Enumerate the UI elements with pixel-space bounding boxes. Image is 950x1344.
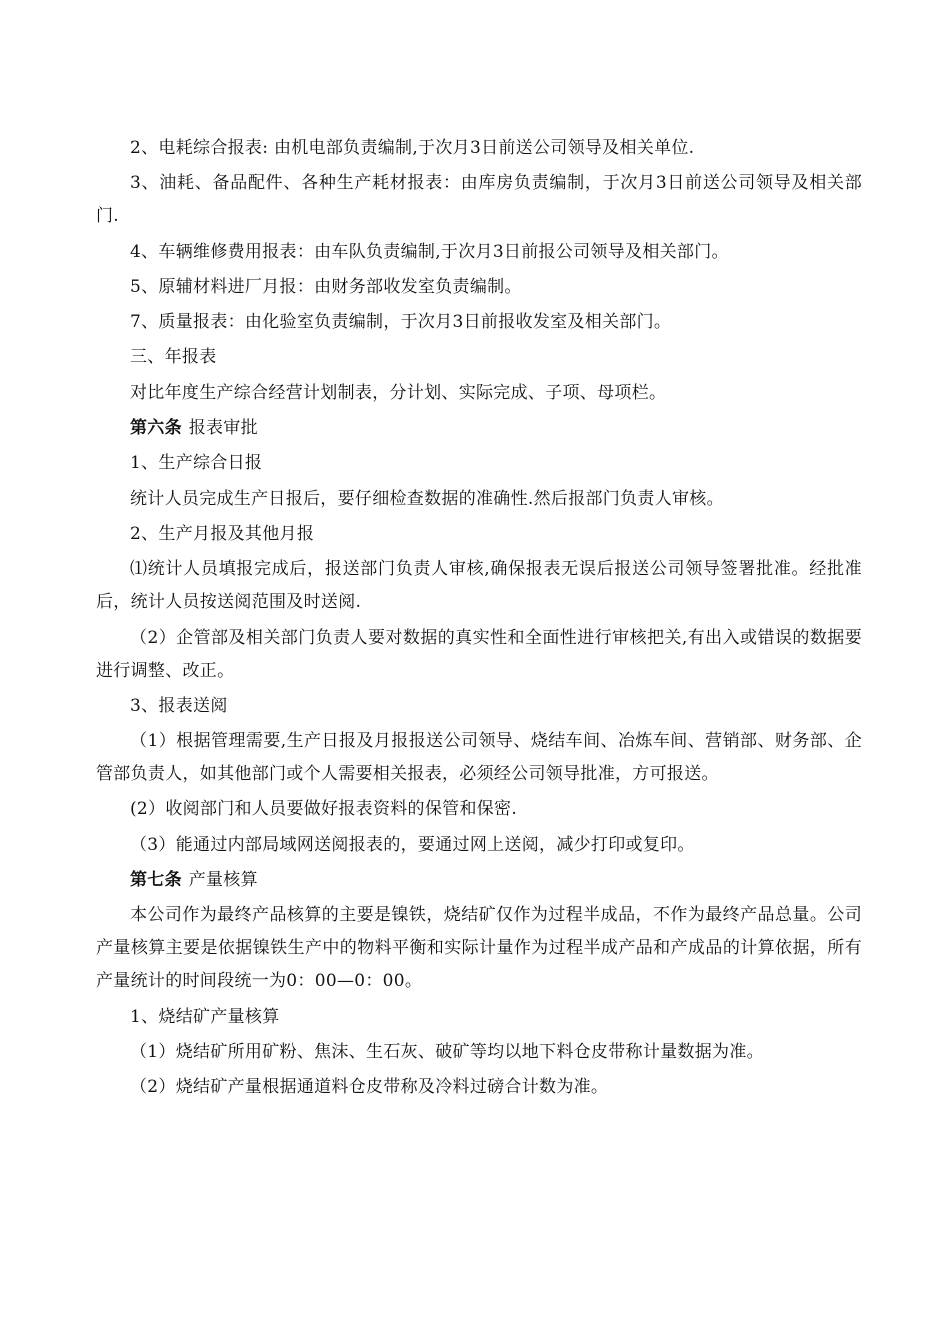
paragraph-text: 4、车辆维修费用报表：由车队负责编制,于次月3日前报公司领导及相关部门。 [130, 241, 729, 262]
article-number: 第七条 [130, 870, 182, 891]
paragraph-4 [96, 271, 862, 304]
section-heading-annual-report [96, 341, 862, 374]
paragraph-text: (2）收阅部门和人员要做好报表资料的保管和保密. [130, 799, 518, 820]
paragraph-text: 7、质量报表：由化验室负责编制，于次月3日前报收发室及相关部门。 [130, 312, 672, 333]
paragraph-text: 本公司作为最终产品核算的主要是镍铁，烧结矿仅作为过程半成品，不作为最终产品总量。公司产量核算主要是依据镍铁生产中的物料平衡和实际计量作为过程半成产品和产成品的计算依据，所有产量统计的时间段统一为0：00—0：00。 [96, 905, 862, 992]
paragraph-10 [96, 553, 862, 619]
paragraph-text: 3、报表送阅 [130, 695, 228, 716]
paragraph-text: ⑴统计人员填报完成后，报送部门负责人审核,确保报表无误后报送公司领导签署批准。经批准后，统计人员按送阅范围及时送阅. [96, 559, 862, 613]
paragraph-17 [96, 1001, 862, 1034]
paragraph-16 [96, 899, 862, 998]
article-title: 报表审批 [188, 418, 258, 439]
paragraph-text: 5、原辅材料进厂月报：由财务部收发室负责编制。 [130, 276, 522, 297]
paragraph-text: 3、油耗、备品配件、各种生产耗材报表：由库房负责编制，于次月3日前送公司领导及相关部门. [96, 173, 862, 227]
article-heading-6 [96, 412, 862, 445]
paragraph-text: 2、生产月报及其他月报 [130, 523, 315, 544]
document-body [96, 132, 862, 1107]
paragraph-8 [96, 483, 862, 516]
article-heading-7 [96, 864, 862, 897]
paragraph-text: （1）根据管理需要,生产日报及月报报送公司领导、烧结车间、冶炼车间、营销部、财务部、企管部负责人，如其他部门或个人需要相关报表，必须经公司领导批准，方可报送。 [96, 731, 862, 785]
paragraph-text: （2）烧结矿产量根据通道料仓皮带称及冷料过磅合计数为准。 [130, 1077, 609, 1098]
paragraph-19 [96, 1071, 862, 1104]
paragraph-1 [96, 132, 862, 165]
paragraph-7 [96, 447, 862, 480]
paragraph-9 [96, 518, 862, 551]
paragraph-text: （2）企管部及相关部门负责人要对数据的真实性和全面性进行审核把关,有出入或错误的数据要进行调整、改正。 [96, 627, 862, 681]
paragraph-text: （1）烧结矿所用矿粉、焦沫、生石灰、破矿等均以地下料仓皮带称计量数据为准。 [130, 1041, 764, 1062]
paragraph-text: 三、年报表 [130, 347, 217, 368]
paragraph-13 [96, 725, 862, 791]
paragraph-5 [96, 306, 862, 339]
paragraph-text: 对比年度生产综合经营计划制表，分计划、实际完成、子项、母项栏。 [130, 382, 667, 403]
paragraph-11 [96, 622, 862, 688]
paragraph-text: 2、电耗综合报表: 由机电部负责编制,于次月3日前送公司领导及相关单位. [130, 138, 695, 158]
paragraph-text: 统计人员完成生产日报后，要仔细检查数据的准确性.然后报部门负责人审核。 [130, 488, 724, 509]
article-title: 产量核算 [188, 870, 258, 891]
paragraph-3 [96, 236, 862, 269]
paragraph-12 [96, 690, 862, 723]
paragraph-text: 1、生产综合日报 [130, 453, 263, 474]
paragraph-text: （3）能通过内部局域网送阅报表的，要通过网上送阅，减少打印或复印。 [130, 834, 695, 855]
paragraph-18 [96, 1036, 862, 1069]
paragraph-2 [96, 167, 862, 233]
paragraph-15 [96, 829, 862, 862]
paragraph-text: 1、烧结矿产量核算 [130, 1006, 280, 1027]
article-number: 第六条 [130, 418, 182, 439]
paragraph-14 [96, 793, 862, 826]
paragraph-6 [96, 377, 862, 410]
